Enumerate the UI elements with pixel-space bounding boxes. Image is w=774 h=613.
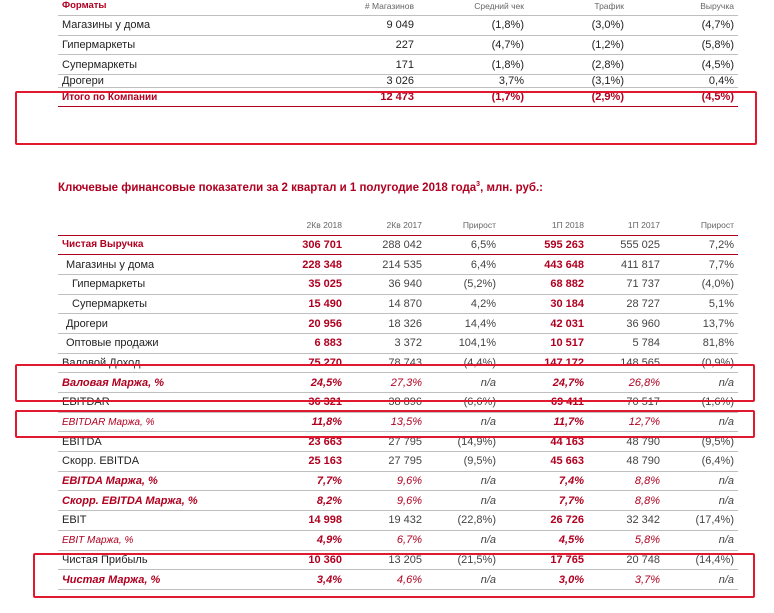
row-label: Валовой Доход	[58, 353, 258, 373]
h-growth-cell: 13,7%	[664, 314, 738, 334]
q2-2017-cell: 27 795	[346, 452, 426, 472]
total-label: Итого по Компании	[58, 87, 308, 107]
h1-2017-cell: 71 737	[588, 274, 664, 294]
q2-2018-cell: 11,8%	[258, 412, 346, 432]
h-growth-cell: n/a	[664, 491, 738, 511]
q-growth-cell: (14,9%)	[426, 432, 500, 452]
traffic-cell: (3,0%)	[528, 16, 628, 36]
q2-2018-cell: 6 883	[258, 333, 346, 353]
h-growth-cell: n/a	[664, 530, 738, 550]
q-growth-cell: n/a	[426, 373, 500, 393]
h1-2017-cell: 26,8%	[588, 373, 664, 393]
h-growth-cell: (4,0%)	[664, 274, 738, 294]
table-row	[58, 16, 738, 36]
row-label: Скорр. EBITDA Маржа, %	[58, 491, 258, 511]
q-growth-cell: 104,1%	[426, 333, 500, 353]
h1-2018-cell: 30 184	[500, 294, 588, 314]
q2-2017-cell: 13,5%	[346, 412, 426, 432]
q-growth-cell: 14,4%	[426, 314, 500, 334]
q2-2018-cell: 25 163	[258, 452, 346, 472]
check-cell: (4,7%)	[418, 35, 528, 55]
h1-2018-cell: 443 648	[500, 255, 588, 275]
h-growth-cell: n/a	[664, 471, 738, 491]
q2-2017-cell: 18 326	[346, 314, 426, 334]
row-label: EBIT Маржа, %	[58, 530, 258, 550]
h1-2017-cell: 70 517	[588, 393, 664, 413]
h1-2017-cell: 411 817	[588, 255, 664, 275]
h1-2018-cell: 7,4%	[500, 471, 588, 491]
q-growth-cell: 6,4%	[426, 255, 500, 275]
revenue-cell: (4,7%)	[628, 16, 738, 36]
table-row	[58, 314, 738, 334]
traffic-cell: (1,2%)	[528, 35, 628, 55]
q2-2017-cell: 9,6%	[346, 491, 426, 511]
q-growth-cell: 6,5%	[426, 235, 500, 255]
h1-2018-cell: 7,7%	[500, 491, 588, 511]
stores-cell: 9 049	[308, 16, 418, 36]
row-label: Гипермаркеты	[58, 35, 308, 55]
q2-2018-cell: 15 490	[258, 294, 346, 314]
stores-cell: 3 026	[308, 74, 418, 87]
q2-2018-cell: 14 998	[258, 511, 346, 531]
row-label: Супермаркеты	[58, 294, 258, 314]
table-row	[58, 491, 738, 511]
h1-2018-cell: 10 517	[500, 333, 588, 353]
h1-2017-cell: 5 784	[588, 333, 664, 353]
q2-2017-cell: 36 940	[346, 274, 426, 294]
table-row	[58, 35, 738, 55]
row-label: EBITDA	[58, 432, 258, 452]
h1-2018-cell: 147 172	[500, 353, 588, 373]
table-row	[58, 432, 738, 452]
q2-2017-cell: 38 896	[346, 393, 426, 413]
check-cell: (1,8%)	[418, 55, 528, 75]
row-label: Скорр. EBITDA	[58, 452, 258, 472]
row-label: EBITDAR	[58, 393, 258, 413]
table-row	[58, 452, 738, 472]
section-title: Ключевые финансовые показатели за 2 квартал и 1 полугодие 2018 года$^3$, млн. руб.:	[58, 181, 544, 194]
q2-2018-cell: 23 663	[258, 432, 346, 452]
q2-2017-cell: 13 205	[346, 550, 426, 570]
q2-2017-cell: 288 042	[346, 235, 426, 255]
table-row	[58, 255, 738, 275]
h1-2017-cell: 8,8%	[588, 491, 664, 511]
q2-2017-cell: 214 535	[346, 255, 426, 275]
total-revenue: (4,5%)	[628, 87, 738, 107]
h1-2018-cell: 68 882	[500, 274, 588, 294]
formats-table	[58, 0, 738, 107]
q2-2017-cell: 78 743	[346, 353, 426, 373]
q2-2018-cell: 3,4%	[258, 570, 346, 590]
h1-2017-cell: 28 727	[588, 294, 664, 314]
h1-2017-cell: 5,8%	[588, 530, 664, 550]
header-q-growth: Прирост	[426, 215, 500, 235]
h-growth-cell: (1,6%)	[664, 393, 738, 413]
h1-2017-cell: 148 565	[588, 353, 664, 373]
q2-2018-cell: 8,2%	[258, 491, 346, 511]
h1-2018-cell: 11,7%	[500, 412, 588, 432]
h1-2018-cell: 595 263	[500, 235, 588, 255]
q2-2018-cell: 4,9%	[258, 530, 346, 550]
stores-cell: 227	[308, 35, 418, 55]
table-row	[58, 471, 738, 491]
header-revenue: Выручка	[628, 0, 738, 16]
header-traffic: Трафик	[528, 0, 628, 16]
row-label: EBITDA Маржа, %	[58, 471, 258, 491]
table-row	[58, 530, 738, 550]
row-label: Гипермаркеты	[58, 274, 258, 294]
formats-header-row	[58, 0, 738, 16]
header-stores: # Магазинов	[308, 0, 418, 16]
stores-cell: 171	[308, 55, 418, 75]
header-formats: Форматы	[58, 0, 308, 16]
q2-2018-cell: 24,5%	[258, 373, 346, 393]
h-growth-cell: 5,1%	[664, 294, 738, 314]
q2-2017-cell: 27 795	[346, 432, 426, 452]
financials-table	[58, 215, 738, 590]
q2-2017-cell: 27,3%	[346, 373, 426, 393]
q2-2018-cell: 20 956	[258, 314, 346, 334]
row-label: Чистая Прибыль	[58, 550, 258, 570]
h-growth-cell: (9,5%)	[664, 432, 738, 452]
table-row	[58, 333, 738, 353]
h1-2017-cell: 36 960	[588, 314, 664, 334]
h-growth-cell: (0,9%)	[664, 353, 738, 373]
h1-2018-cell: 69 411	[500, 393, 588, 413]
revenue-cell: (4,5%)	[628, 55, 738, 75]
h1-2018-cell: 17 765	[500, 550, 588, 570]
h1-2018-cell: 44 163	[500, 432, 588, 452]
h1-2017-cell: 32 342	[588, 511, 664, 531]
table-row	[58, 511, 738, 531]
header-q2-2017: 2Кв 2017	[346, 215, 426, 235]
total-row	[58, 87, 738, 107]
q-growth-cell: (4,4%)	[426, 353, 500, 373]
h1-2017-cell: 555 025	[588, 235, 664, 255]
header-h-growth: Прирост	[664, 215, 738, 235]
row-label: Магазины у дома	[58, 255, 258, 275]
row-label: Супермаркеты	[58, 55, 308, 75]
h-growth-cell: n/a	[664, 373, 738, 393]
h1-2017-cell: 48 790	[588, 452, 664, 472]
h-growth-cell: 7,7%	[664, 255, 738, 275]
q2-2017-cell: 14 870	[346, 294, 426, 314]
h1-2017-cell: 12,7%	[588, 412, 664, 432]
h-growth-cell: 81,8%	[664, 333, 738, 353]
q2-2018-cell: 35 025	[258, 274, 346, 294]
q-growth-cell: (6,6%)	[426, 393, 500, 413]
h-growth-cell: n/a	[664, 570, 738, 590]
q-growth-cell: (21,5%)	[426, 550, 500, 570]
header-blank	[58, 215, 258, 235]
q2-2018-cell: 306 701	[258, 235, 346, 255]
h1-2018-cell: 42 031	[500, 314, 588, 334]
h-growth-cell: n/a	[664, 412, 738, 432]
revenue-cell: (5,8%)	[628, 35, 738, 55]
table-row	[58, 373, 738, 393]
q-growth-cell: n/a	[426, 530, 500, 550]
check-cell: (1,8%)	[418, 16, 528, 36]
q2-2017-cell: 3 372	[346, 333, 426, 353]
table-row	[58, 74, 738, 87]
h-growth-cell: (14,4%)	[664, 550, 738, 570]
total-check: (1,7%)	[418, 87, 528, 107]
row-label: Магазины у дома	[58, 16, 308, 36]
q2-2017-cell: 4,6%	[346, 570, 426, 590]
h1-2018-cell: 4,5%	[500, 530, 588, 550]
h1-2018-cell: 26 726	[500, 511, 588, 531]
header-h1-2018: 1П 2018	[500, 215, 588, 235]
q2-2017-cell: 9,6%	[346, 471, 426, 491]
table-row	[58, 412, 738, 432]
h1-2018-cell: 24,7%	[500, 373, 588, 393]
h1-2017-cell: 3,7%	[588, 570, 664, 590]
q2-2018-cell: 7,7%	[258, 471, 346, 491]
q2-2018-cell: 75 270	[258, 353, 346, 373]
q2-2017-cell: 19 432	[346, 511, 426, 531]
h1-2018-cell: 3,0%	[500, 570, 588, 590]
table-row	[58, 570, 738, 590]
revenue-cell: 0,4%	[628, 74, 738, 87]
header-q2-2018: 2Кв 2018	[258, 215, 346, 235]
q-growth-cell: n/a	[426, 491, 500, 511]
table-row	[58, 55, 738, 75]
q2-2018-cell: 36 321	[258, 393, 346, 413]
header-h1-2017: 1П 2017	[588, 215, 664, 235]
row-label: Валовая Маржа, %	[58, 373, 258, 393]
q-growth-cell: (22,8%)	[426, 511, 500, 531]
h-growth-cell: (6,4%)	[664, 452, 738, 472]
financials-header-row	[58, 215, 738, 235]
h-growth-cell: 7,2%	[664, 235, 738, 255]
q-growth-cell: n/a	[426, 412, 500, 432]
row-label: Оптовые продажи	[58, 333, 258, 353]
q-growth-cell: n/a	[426, 471, 500, 491]
row-label: EBIT	[58, 511, 258, 531]
table-row	[58, 550, 738, 570]
row-label: Дрогери	[58, 74, 308, 87]
row-label: Дрогери	[58, 314, 258, 334]
total-stores: 12 473	[308, 87, 418, 107]
table-row	[58, 235, 738, 255]
h-growth-cell: (17,4%)	[664, 511, 738, 531]
row-label: Чистая Выручка	[58, 235, 258, 255]
q-growth-cell: (9,5%)	[426, 452, 500, 472]
q-growth-cell: n/a	[426, 570, 500, 590]
q2-2018-cell: 10 360	[258, 550, 346, 570]
h1-2018-cell: 45 663	[500, 452, 588, 472]
h1-2017-cell: 20 748	[588, 550, 664, 570]
q-growth-cell: (5,2%)	[426, 274, 500, 294]
row-label: EBITDAR Маржа, %	[58, 412, 258, 432]
table-row	[58, 294, 738, 314]
h1-2017-cell: 48 790	[588, 432, 664, 452]
table-row	[58, 274, 738, 294]
header-avg-check: Средний чек	[418, 0, 528, 16]
traffic-cell: (3,1%)	[528, 74, 628, 87]
traffic-cell: (2,8%)	[528, 55, 628, 75]
table-row	[58, 353, 738, 373]
total-traffic: (2,9%)	[528, 87, 628, 107]
check-cell: 3,7%	[418, 74, 528, 87]
h1-2017-cell: 8,8%	[588, 471, 664, 491]
row-label: Чистая Маржа, %	[58, 570, 258, 590]
table-row	[58, 393, 738, 413]
q2-2017-cell: 6,7%	[346, 530, 426, 550]
q-growth-cell: 4,2%	[426, 294, 500, 314]
q2-2018-cell: 228 348	[258, 255, 346, 275]
